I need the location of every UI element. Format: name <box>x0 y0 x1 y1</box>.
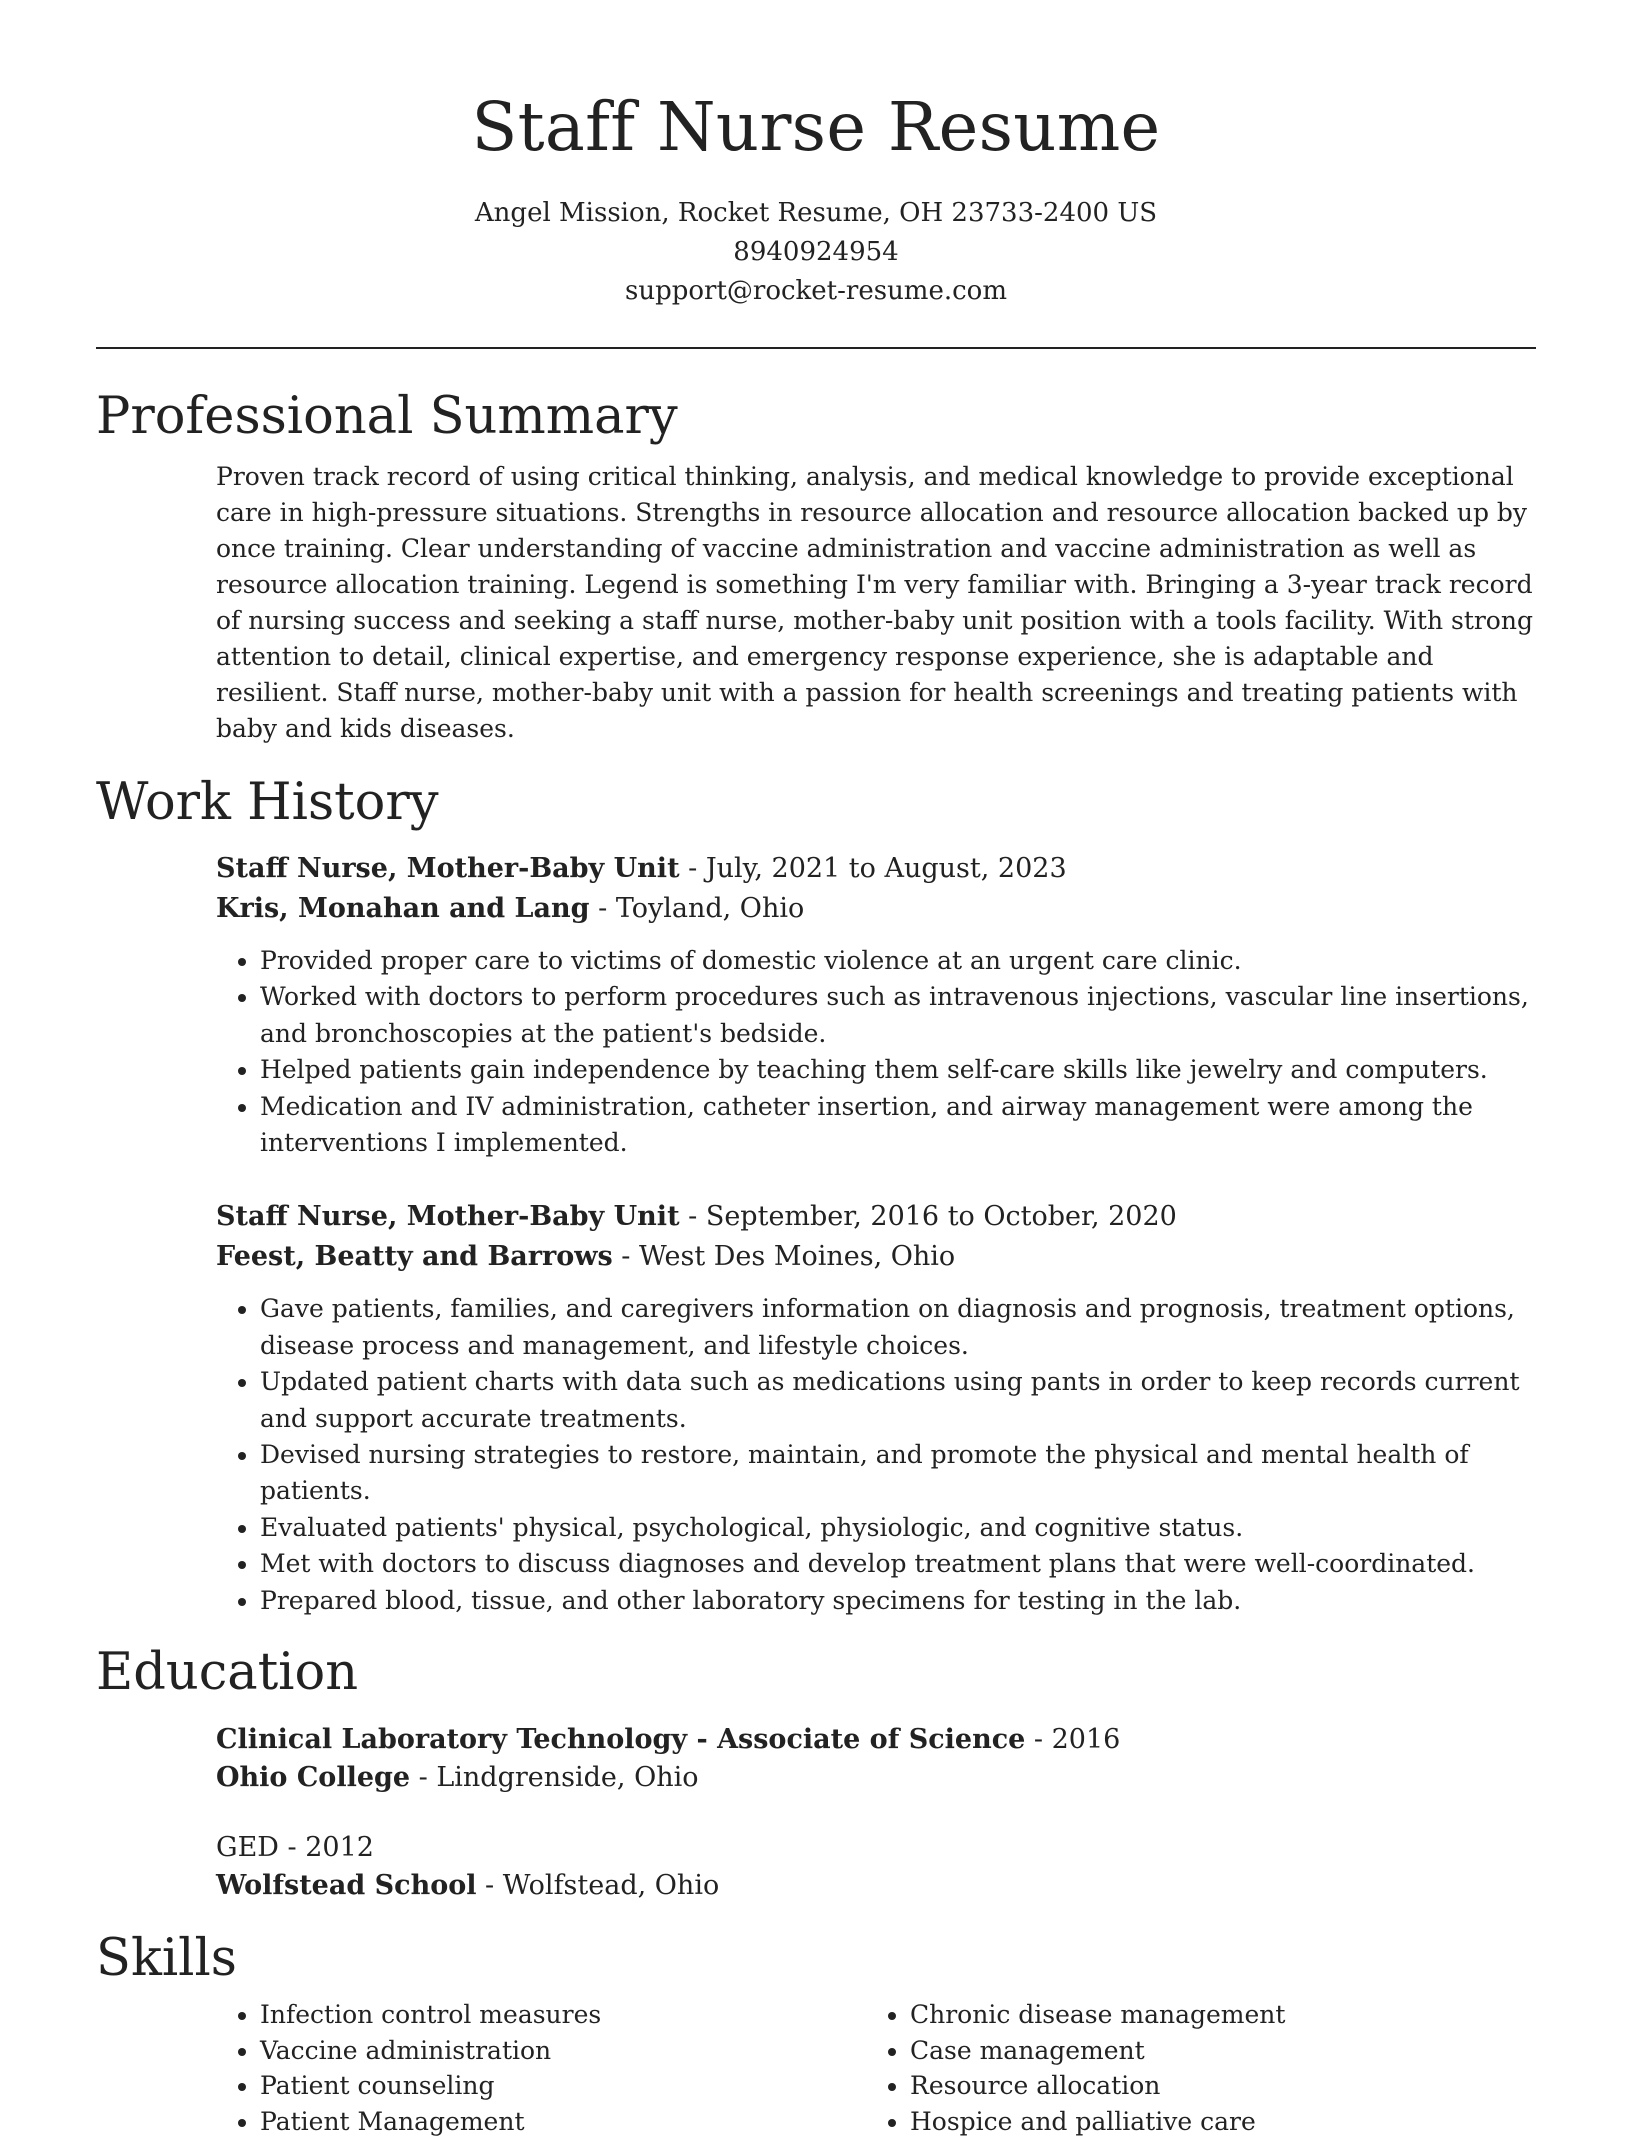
job-duties-list <box>216 943 1536 1161</box>
skill-item: • Case management <box>910 2033 1516 2069</box>
email-address: support@rocket-resume.com <box>624 276 1007 306</box>
job-company-line <box>216 889 1536 929</box>
skills-list-left <box>216 1997 866 2139</box>
school-line <box>216 1759 1536 1797</box>
skill-item: • Patient Management <box>260 2104 866 2139</box>
list-item: • Worked with doctors to perform procedures such as intravenous injections, vascular line insertions, and bronchoscopies at the patient's bedside. <box>260 979 1536 1052</box>
job-company-line <box>216 1237 1536 1277</box>
degree-line <box>216 1829 1536 1867</box>
skill-item: • Vaccine administration <box>260 2033 866 2069</box>
education-entry <box>216 1721 1536 1797</box>
skill-item: • Patient counseling <box>260 2068 866 2104</box>
list-item: • Updated patient charts with data such as medications using pants in order to keep records current and support accurate treatments. <box>260 1364 1536 1437</box>
skills-grid <box>216 1997 1536 2139</box>
contact-info <box>96 194 1536 311</box>
degree: GED <box>216 1832 279 1864</box>
summary-heading: Professional Summary <box>96 387 678 446</box>
work-history-heading: Work History <box>96 773 439 832</box>
school-name: Wolfstead School <box>216 1870 477 1902</box>
skill-item: • Chronic disease management <box>910 1997 1516 2033</box>
degree-line <box>216 1721 1536 1759</box>
job-entry <box>216 1197 1536 1619</box>
header-divider <box>96 347 1536 349</box>
skill-item: • Resource allocation <box>910 2068 1516 2104</box>
work-history-section <box>216 849 1536 1619</box>
skills-list-right <box>866 1997 1516 2139</box>
resume-title: Staff Nurse Resume <box>471 88 1161 166</box>
job-dates: - July, 2021 to August, 2023 <box>679 853 1067 884</box>
school-location: - Wolfstead, Ohio <box>476 1870 720 1902</box>
job-role: Staff Nurse, Mother-Baby Unit <box>216 853 680 884</box>
job-location: - West Des Moines, Ohio <box>612 1241 956 1273</box>
list-item: • Helped patients gain independence by teaching them self-care skills like jewelry and computers. <box>260 1052 1536 1088</box>
job-company: Kris, Monahan and Lang <box>216 893 590 924</box>
skills-heading: Skills <box>96 1929 237 1989</box>
job-duties-list <box>216 1291 1536 1619</box>
graduation-year: - 2012 <box>278 1832 374 1864</box>
summary-section <box>216 459 1536 747</box>
degree: Clinical Laboratory Technology - Associate of Science <box>216 1724 1026 1756</box>
job-title-line <box>216 1197 1536 1237</box>
education-heading: Education <box>96 1643 359 1703</box>
resume-header <box>96 0 1536 311</box>
address: Angel Mission, Rocket Resume, OH 23733-2400 US <box>474 198 1158 228</box>
list-item: • Prepared blood, tissue, and other laboratory specimens for testing in the lab. <box>260 1583 1536 1619</box>
summary-text: Proven track record of using critical thinking, analysis, and medical knowledge to provide exceptional care in high-pressure situations. Strengths in resource allocation and resource allocation backed up by once training. Clear understanding of vaccine administration and vaccine administration as well as resource allocation training. Legend is something I'm very familiar with. Bringing a 3-year track record of nursing success and seeking a staff nurse, mother-baby unit position with a tools facility. With strong attention to detail, clinical expertise, and emergency response experience, she is adaptable and resilient. Staff nurse, mother-baby unit with a passion for health screenings and treating patients with baby and kids diseases. <box>216 462 1533 743</box>
skills-section <box>216 1997 1536 2139</box>
list-item: • Met with doctors to discuss diagnoses and develop treatment plans that were well-coordinated. <box>260 1546 1536 1582</box>
job-dates: - September, 2016 to October, 2020 <box>679 1201 1177 1233</box>
skill-item: • Infection control measures <box>260 1997 866 2033</box>
job-location: - Toyland, Ohio <box>589 893 805 924</box>
list-item: • Gave patients, families, and caregivers information on diagnosis and prognosis, treatment options, disease process and management, and lifestyle choices. <box>260 1291 1536 1364</box>
list-item: • Provided proper care to victims of domestic violence at an urgent care clinic. <box>260 943 1536 979</box>
list-item: • Evaluated patients' physical, psychological, physiologic, and cognitive status. <box>260 1510 1536 1546</box>
phone-number: 8940924954 <box>733 237 899 267</box>
job-entry <box>216 849 1536 1161</box>
job-company: Feest, Beatty and Barrows <box>216 1241 613 1273</box>
job-role: Staff Nurse, Mother-Baby Unit <box>216 1201 680 1233</box>
school-name: Ohio College <box>216 1762 411 1794</box>
list-item: • Devised nursing strategies to restore, maintain, and promote the physical and mental health of patients. <box>260 1437 1536 1510</box>
school-location: - Lindgrenside, Ohio <box>410 1762 699 1794</box>
education-entry <box>216 1829 1536 1905</box>
school-line <box>216 1867 1536 1905</box>
job-title-line <box>216 849 1536 889</box>
graduation-year: - 2016 <box>1025 1724 1121 1756</box>
skill-item: • Hospice and palliative care <box>910 2104 1516 2139</box>
list-item: • Medication and IV administration, catheter insertion, and airway management were among the interventions I implemented. <box>260 1089 1536 1162</box>
education-section <box>216 1721 1536 1905</box>
